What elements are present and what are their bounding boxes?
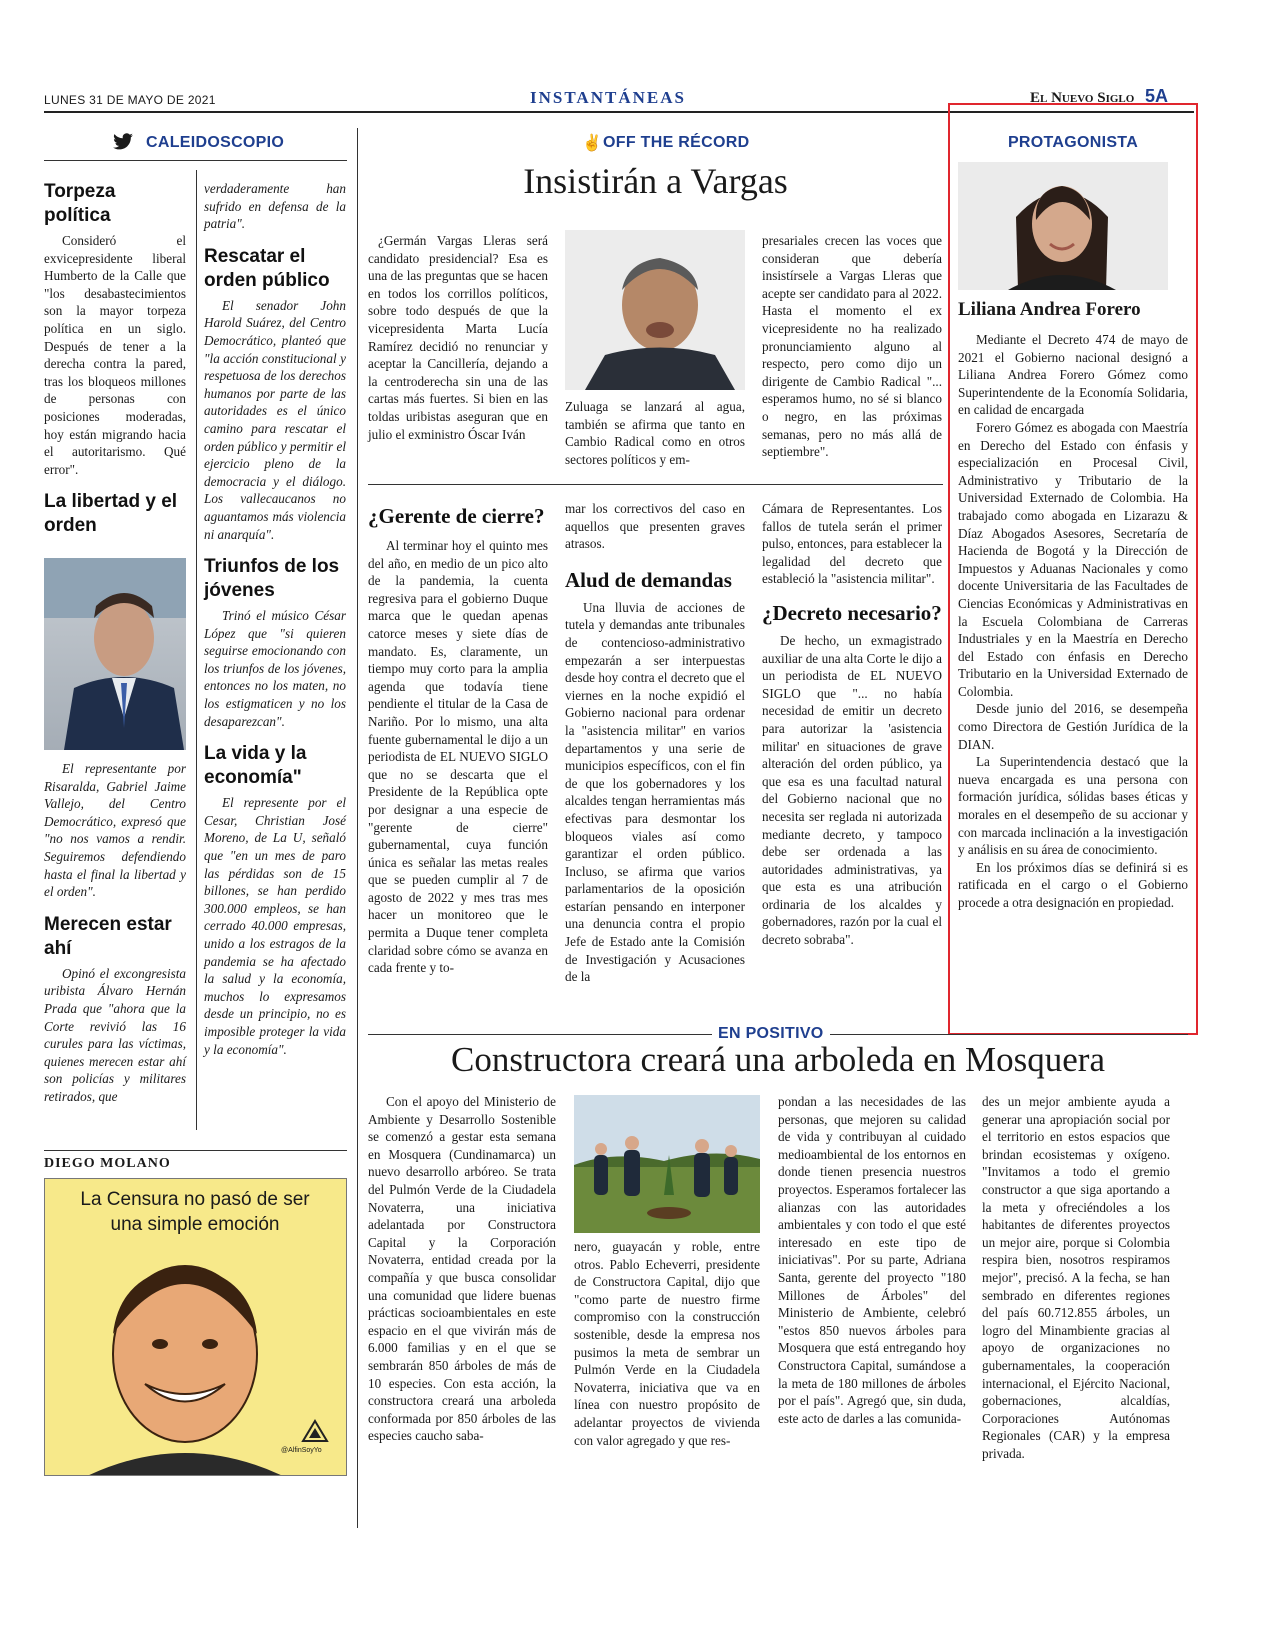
cartoon-rule	[44, 1150, 347, 1151]
twitter-icon	[112, 133, 134, 156]
protagonista-text-3: Desde junio del 2016, se desempeña como Directora de Gestión Jurídica de la DIAN.	[958, 701, 1188, 752]
protagonista-label: PROTAGONISTA	[1007, 134, 1139, 151]
protagonista-text-2: Forero Gómez es abogada con Maestría en Derecho del Estado con énfasis y especialización en Procesal Civil, Administrativo y Tributario de la Universidad Externado de Colombia. Ha trabajado como abogada en Lizarazu & Díaz Abogados Asesores, Secretaría de Hacienda de Bogotá y la Dirección de Impuestos y Aduanas Nacionales y como docente Universitaria de las Facultades de Ciencias Económicas y Administrativas en la Escuela Colombiana de Carreras Industriales y en la Maestría en Derecho del Estado con énfasis en Derecho Tributario en la Universidad Externado de Colombia.	[958, 419, 1188, 699]
text-gerente: Al terminar hoy el quinto mes del año, en medio de un pico alto de la pandemia, la cuenta regresiva para el gobierno Duque marca que le quedan apenas catorce meses y siete días de mandato. Es, claramente, un tiempo muy corto para la amplia agenda que todavía tiene pendiente el titular de la Casa de Nariño. Por lo mismo, una alta fuente gubernamental le dijo a un periodista de EL NUEVO SIGLO que no se descarta que el Presidente de la República opte por designar a una especie de "gerente de cierre" gubernamental, cuya función única es señalar las metas reales que se pueden cumplir al 7 de agosto de 2022 y mes tras mes hacer un monitoreo que le permita a Duque tener completa claridad sobre cómo se avanza en cada frente y to-	[368, 538, 548, 976]
heading-gerente: ¿Gerente de cierre?	[368, 504, 545, 528]
cartoon-signature: @AlfinSoyYo	[281, 1447, 322, 1454]
text-libertad: El representante por Risaralda, Gabriel Jaime Vallejo, del Centro Democrático, expresó que "no nos vamos a rendir. Seguiremos defendiendo hasta el final la libertad y el orden".	[44, 761, 186, 900]
heading-merecen: Merecen estar ahí	[44, 913, 172, 959]
text-torpeza: Consideró el exvicepresidente liberal Humberto de la Calle que "los desabastecimientos son la mayor torpeza política en un siglo. Después de tener a la derecha contra la pared, tras los bloqueos millones de personas con posiciones moderadas, hoy están migrando hacia el autoritarismo. Qué error".	[44, 233, 186, 477]
issue-date: LUNES 31 DE MAYO DE 2021	[44, 93, 216, 107]
cartoon-author: DIEGO MOLANO	[44, 1156, 171, 1171]
vargas-photo	[565, 230, 745, 390]
en-positivo-col1: Con el apoyo del Ministerio de Ambiente y Desarrollo Sostenible se comenzó a gestar esta semana en Mosquera (Cundinamarca) un nuevo desarrollo arbóreo. Se trata del Pulmón Verde de la Ciudadela Novaterra, una iniciativa adelantada por Constructora Capital y la Corporación Novaterra, entidad creada por la compañía y que busca consolidar una comunidad que lidere buenas prácticas socioambientales en este espacio en el que vivirán más de 6.000 familias y en el que se sembrarán 850 árboles de más de 10 especies. Con esta acción, la constructora creará una arboleda conformada por 850 árboles de las especies caucho saba-	[368, 1094, 556, 1444]
text-gerente-cont: mar los correctivos del caso en aquellos que presenten graves atrasos.	[565, 501, 745, 552]
caleidoscopio-rule	[44, 160, 347, 161]
en-positivo-title: Constructora creará una arboleda en Mosquera	[450, 1040, 1105, 1079]
off-record-title: Insistirán a Vargas	[523, 161, 788, 201]
off-record-rule	[368, 484, 943, 485]
column-divider	[357, 128, 358, 1528]
text-rescatar: El senador John Harold Suárez, del Centro Democrático, planteó que "la acción constitucional y respetuosa de los derechos humanos por parte de las autoridades es el único camino para rescatar el orden público y permitir el ejercicio pleno de la democracia y el diálogo. Los vallecaucanos no aguantamos más violencia ni anarquía".	[204, 297, 346, 542]
off-record-label: OFF THE RÉCORD	[603, 134, 750, 151]
text-triunfos: Trinó el músico César López que "si quieren seguirse emocionando con los triunfos de los jóvenes, entonces no los maten, no los estigmaticen y no los desaparezcan".	[204, 608, 346, 729]
text-alud-cont: Cámara de Representantes. Los fallos de tutela serán el primer pulso, entonces, para establecer la legalidad del decreto que estableció la "asistencia militar".	[762, 501, 942, 587]
en-positivo-label: EN POSITIVO	[712, 1025, 830, 1043]
cartoon-caption: La Censura no pasó de ser una simple emoción	[80, 1189, 310, 1235]
fingers-crossed-icon: ✌	[582, 135, 602, 152]
en-positivo-col2: nero, guayacán y roble, entre otros. Pablo Echeverri, presidente de Constructora Capital, dijo que "como parte de nuestro firme compromiso con la construcción sostenible, desde la empresa nos pusimos la meta de sembrar un Pulmón Verde en la Ciudadela Novaterra, iniciativa que va en línea con nuestro propósito de adelantar proyectos de vivienda con valor agregado y que res-	[574, 1239, 760, 1448]
en-positivo-col3: pondan a las necesidades de las personas, que mejoren su calidad de vida y contribuyan al cuidado medioambiental de los entornos en donde tienen presencia nuestros proyectos. Esperamos fortalecer las alianzas con las autoridades ambientales y con todo el que esté interesado en este tipo de iniciativas". Por su parte, Adriana Santa, gerente del proyecto "180 Millones de Árboles" del Ministerio de Ambiente, celebró "estos 850 nuevos árboles para Mosquera que está entregando hoy Constructora Capital, sumándose a la meta de 180 millones de árboles por el país". Agregó que, sin duda, este acto de darles a las comunida-	[778, 1094, 966, 1426]
heading-vida: La vida y la economía"	[204, 743, 307, 789]
section-title: INSTANTÁNEAS	[530, 88, 686, 107]
heading-decreto: ¿Decreto necesario?	[762, 600, 942, 625]
heading-torpeza: Torpeza política	[44, 181, 116, 226]
tree-planting-photo	[574, 1095, 760, 1233]
off-record-col3: presariales crecen las voces que consideran que debería insistírsele a Vargas Lleras que acepte ser candidato para al 2022. Hasta el momento el ex vicepresidente no ha realizado pronunciamiento alguno al respecto, pero como dijo un dirigente de Cambio Radical "... esperamos humo, no sé si blanco o negro, en las próximas semanas, pero no más allá de septiembre".	[762, 233, 942, 460]
forero-photo	[958, 162, 1168, 290]
text-merecen: Opinó el excongresista uribista Álvaro Hernán Prada que "ahora que la Corte revivió las 16 curules para las víctimas, quienes merecen estar ahí son policías y militares retirados, que	[44, 965, 186, 1104]
page-number: 5A	[1145, 86, 1169, 106]
en-positivo-col4: des un mejor ambiente ayuda a generar una apropiación social por el territorio en estos espacios que brindan ecosistemas y oxígeno. "Invitamos a todo el gremio constructor a que siga aportando a la meta y ofreciéndoles a los habitantes de diferentes proyectos un mejor aire, porque si Colombia respira bien, nosotros respiramos mejor", precisó. A la fecha, se han sembrado en diferentes regiones del país 60.712.855 árboles, un logro del Minambiente gracias al apoyo de organizaciones no gubernamentales, la cooperación internacional, el Ejército Nacional, gobernaciones, alcaldías, Corporaciones Autónomas Regionales (CAR) y la empresa privada.	[982, 1094, 1170, 1461]
off-record-col2: Zuluaga se lanzará al agua, también se afirma que tanto en Cambio Radical como en otros sectores políticos y em-	[565, 399, 745, 467]
heading-triunfos: Triunfos de los jóvenes	[204, 556, 340, 602]
protagonista-text-5: En los próximos días se definirá si es ratificada en el cargo o el Gobierno procede a otra designación en propiedad.	[958, 859, 1188, 910]
triangle-logo-icon	[301, 1419, 329, 1448]
cartoon-panel	[44, 1178, 347, 1476]
text-alud: Una lluvia de acciones de tutela y demandas ante tribunales de contencioso-administrativo empezarán a ser interpuestas desde hoy contra el decreto que el viernes en la noche expidió el Gobierno nacional para ordenar la "asistencia militar" en varios departamentos y una serie de municipios específicos, con el fin de que los gobernadores y los alcaldes tengan herramientas más efectivas para desmontar los bloqueos viales así como garantizar el orden público. Incluso, se afirma que varios parlamentarios de la oposición estarían pensando en interponer una denuncia contra el propio Jefe de Estado ante la Comisión de Investigación y Acusaciones de la	[565, 599, 745, 985]
heading-alud: Alud de demandas	[565, 567, 732, 592]
off-record-col1: ¿Germán Vargas Lleras será candidato presidencial? Esa es una de las preguntas que se hacen en todos los corrillos políticos, sobre todo después de que la vicepresidenta Marta Lucía Ramírez decidió no renunciar y aceptar la Cancillería, dejando a la centroderecha sin una de las cartas más fuertes. Si bien en las toldas uribistas aseguran que en julio el exministro Óscar Iván	[368, 233, 548, 442]
vallejo-photo	[44, 558, 186, 750]
text-decreto: De hecho, un exmagistrado auxiliar de una alta Corte le dijo a un periodista de EL NUEVO SIGLO que "... no había necesidad de emitir un decreto para autorizar la 'asistencia militar' en situaciones de grave alteración del orden público, ya que esa es una facultad natural del Gobierno nacional que no necesita ser reglada ni autorizada mediante decreto, y tampoco debe ser ordenada a las autoridades administrativas, ya que esta es una atribución ordinaria de los alcaldes y gobernadores, razón por la cual el decreto sobraba".	[762, 632, 942, 948]
column-divider	[196, 170, 197, 1130]
protagonista-text-1: Mediante el Decreto 474 de mayo de 2021 el Gobierno nacional designó a Liliana Andrea Forero Gómez como Superintendente de la Economía Solidaria, en calidad de encargada	[958, 332, 1188, 418]
newspaper-name: El Nuevo Siglo	[1030, 90, 1135, 106]
caleidoscopio-label: CALEIDOSCOPIO	[146, 134, 285, 151]
protagonista-text-4: La Superintendencia destacó que la nueva encargada es una persona con formación jurídica, sólidas bases éticas y morales en el desempeño de su accionar y con marcada inclinación a la investigación y análisis en su área de conocimiento.	[958, 754, 1188, 858]
text-patria: verdaderamente han sufrido en defensa de la patria".	[204, 181, 346, 232]
heading-rescatar: Rescatar el orden público	[204, 245, 330, 291]
protagonista-name: Liliana Andrea Forero	[958, 299, 1141, 320]
heading-libertad: La libertad y el orden	[44, 491, 178, 537]
text-vida: El represente por el Cesar, Christian José Moreno, de La U, señaló que "en un mes de paro las pérdidas son de 15 billones, se han perdido 300.000 empleos, se han cerrado 40.000 empresas, unido a los estragos de la pandemia se ha afectado la salud y la economía, muchos lo expresamos desde un principio, no es imposible proteger la vida y la economía".	[204, 795, 346, 1057]
